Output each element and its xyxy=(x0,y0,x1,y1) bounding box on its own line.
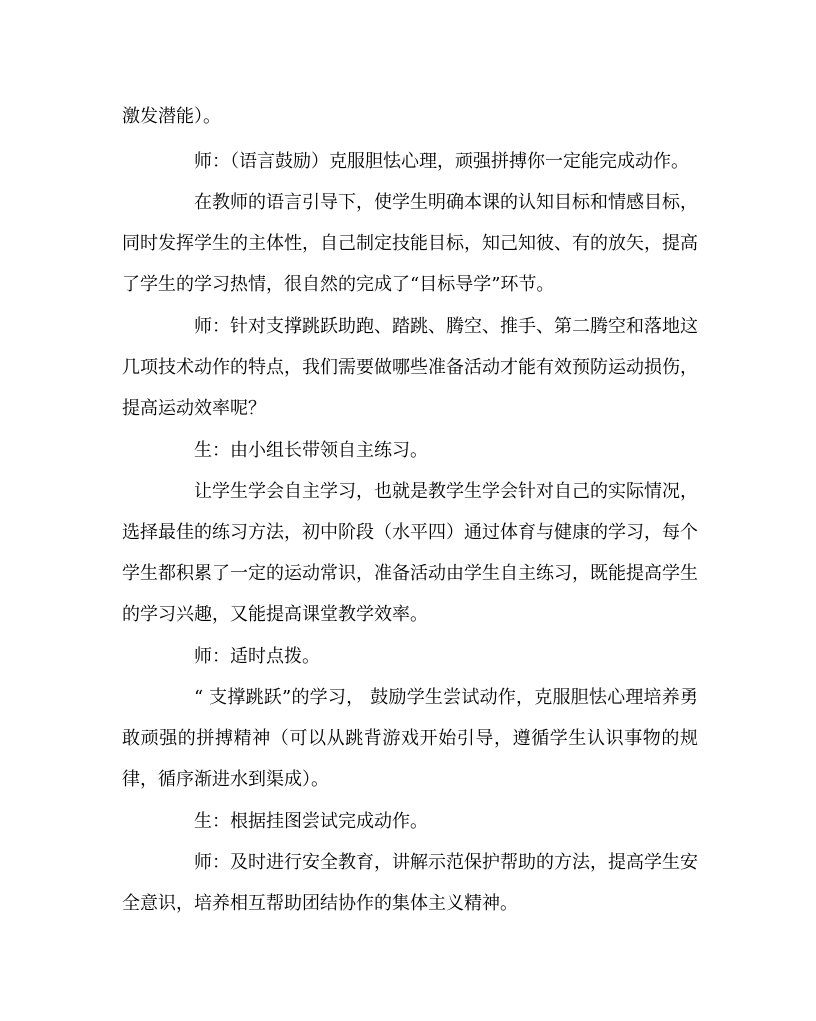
paragraph-8: “ 支撑跳跃”的学习， 鼓励学生尝试动作，克服胆怯心理培养勇敢顽强的拼搏精神（可以从跳背游戏开始引导，遵循学生认识事物的规律，循序渐进水到渠成）。 xyxy=(122,687,698,790)
paragraph-6: 让学生学会自主学习，也就是教学生学会针对自己的实际情况，选择最佳的练习方法，初中阶段（水平四）通过体育与健康的学习，每个学生都积累了一定的运动常识，准备活动由学生自主练习，既能提高学生的学习兴趣，又能提高课堂教学效率。 xyxy=(122,481,698,625)
paragraph-1: 激发潜能）。 xyxy=(122,106,221,127)
paragraph-2: 师：（语言鼓励）克服胆怯心理，顽强拼搏你一定能完成动作。 xyxy=(194,151,689,172)
paragraph-9: 生：根据挂图尝试完成动作。 xyxy=(194,811,428,832)
paragraph-7: 师：适时点拨。 xyxy=(194,646,320,667)
paragraph-5: 生：由小组长带领自主练习。 xyxy=(194,440,428,461)
paragraph-10: 师：及时进行安全教育，讲解示范保护帮助的方法，提高学生安全意识，培养相互帮助团结协作的集体主义精神。 xyxy=(122,852,698,914)
paragraph-3: 在教师的语言引导下，使学生明确本课的认知目标和情感目标，同时发挥学生的主体性，自己制定技能目标，知己知彼、有的放矢，提高了学生的学习热情，很自然的完成了“目标导学”环节。 xyxy=(122,192,698,295)
paragraph-4: 师：针对支撑跳跃助跑、踏跳、腾空、推手、第二腾空和落地这几项技术动作的特点，我们需要做哪些准备活动才能有效预防运动损伤，提高运动效率呢？ xyxy=(122,316,698,419)
